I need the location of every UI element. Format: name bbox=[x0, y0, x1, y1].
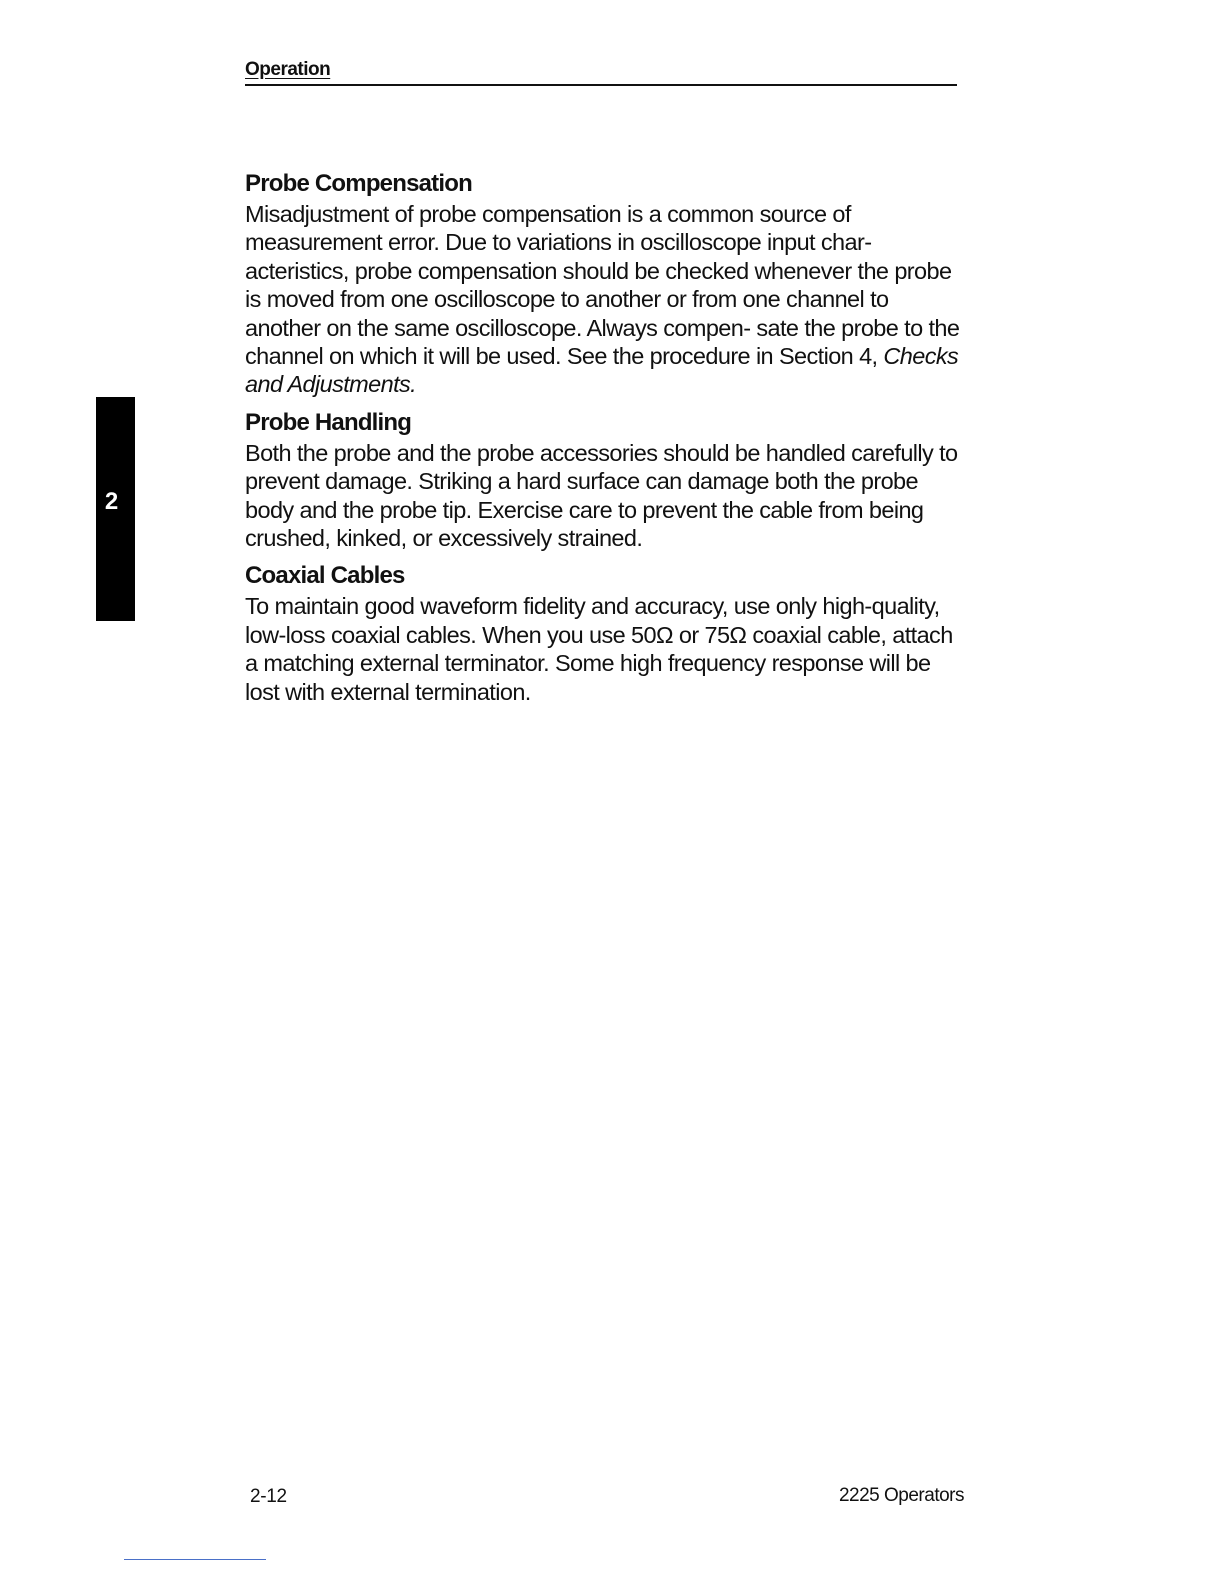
running-title: Operation bbox=[245, 59, 331, 80]
section-coaxial-cables bbox=[245, 560, 965, 706]
chapter-tab bbox=[96, 397, 135, 621]
section-heading: Probe Handling bbox=[245, 408, 412, 436]
chapter-number: 2 bbox=[104, 488, 119, 515]
section-probe-handling bbox=[245, 407, 965, 553]
scan-artifact-line bbox=[124, 1559, 266, 1560]
page-content bbox=[245, 168, 965, 714]
section-body: To maintain good waveform fidelity and accuracy, use only high-quality, low-loss coaxial cables. When you use 50Ω or 75Ω coaxial cable, attach a matching external terminator. Some high frequency response will be lost with external termination. bbox=[245, 593, 953, 705]
section-body: Both the probe and the probe accessories should be handled carefully to prevent damage. Striking a hard surface can damage both the probe body and the probe tip. Exercise care to prevent the cable from being crushed, kinked, or excessively strained. bbox=[245, 439, 958, 552]
section-cross-reference: Checks and Adjustments. bbox=[245, 343, 959, 398]
section-body-text: Misadjustment of probe compensation is a common source of measurement error. Due to variations in oscilloscope input char- acteristics, probe compensation should be checked whenever the probe is moved from one oscilloscope to another or from one channel to another on the same oscilloscope. Always compen- sate the probe to the channel on which it will be used. See the procedure in Section 4, bbox=[245, 201, 960, 370]
section-heading: Coaxial Cables bbox=[245, 562, 405, 590]
running-header bbox=[245, 58, 957, 86]
manual-title: 2225 Operators bbox=[838, 1485, 964, 1506]
page-number: 2-12 bbox=[250, 1486, 287, 1507]
section-body bbox=[245, 200, 965, 399]
section-probe-compensation bbox=[245, 168, 965, 399]
section-heading: Probe Compensation bbox=[245, 170, 472, 197]
